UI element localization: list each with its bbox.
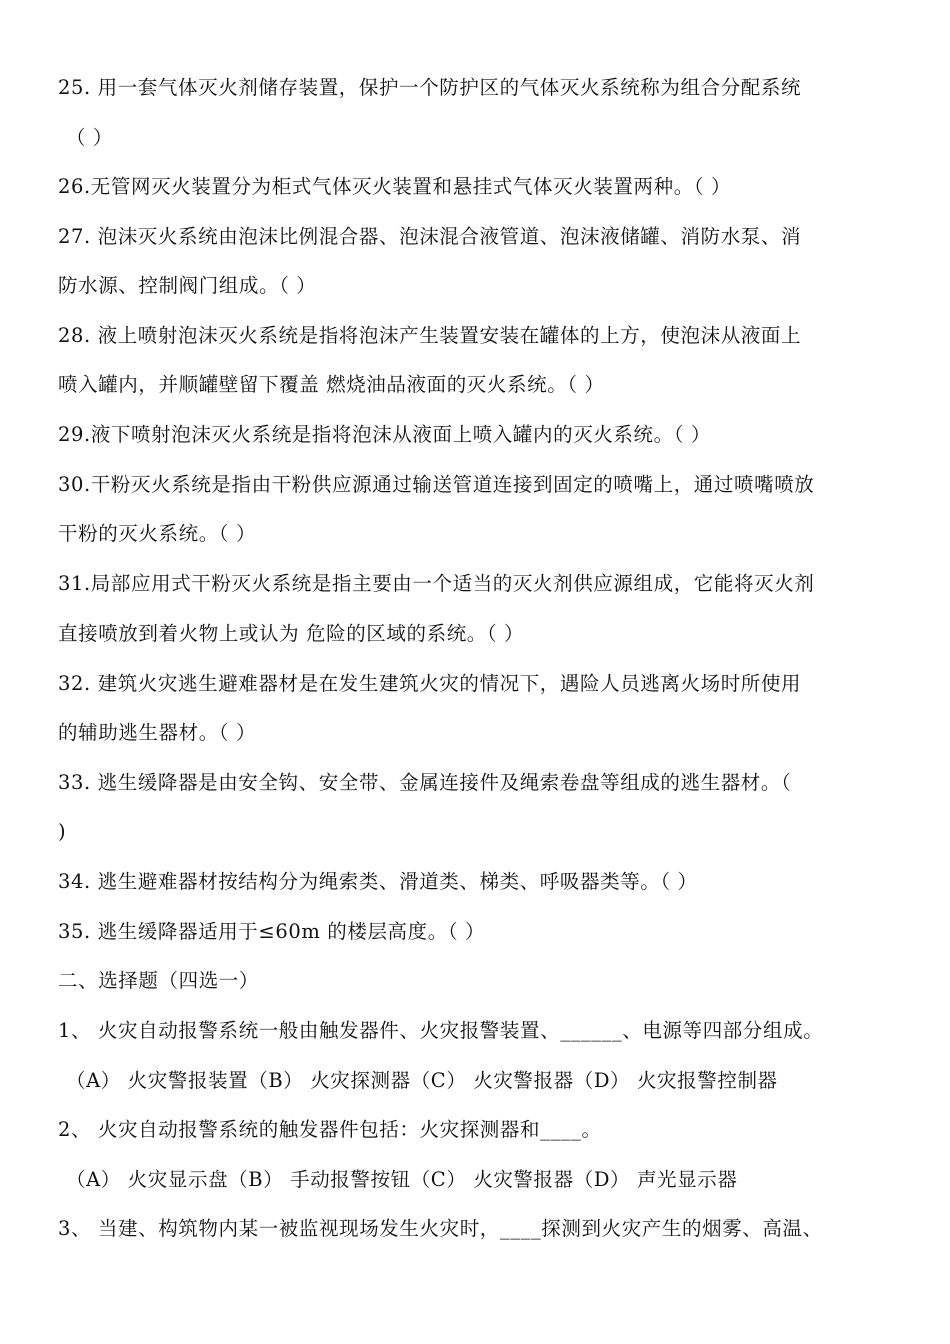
text-line-q26: 26.无管网灭火装置分为柜式气体灭火装置和悬挂式气体灭火装置两种。（ ）: [58, 175, 732, 198]
text-line-q34: 34. 逃生避难器材按结构分为绳索类、滑道类、梯类、呼吸器类等。（ ）: [58, 870, 698, 893]
text-line-mc1: 1、 火灾自动报警系统一般由触发器件、火灾报警装置、______、电源等四部分组成。: [58, 1019, 824, 1042]
text-line-q30-cont: 干粉的灭火系统。（ ）: [58, 522, 257, 545]
text-line-mc2-options: （A） 火灾显示盘（B） 手动报警按钮（C） 火灾警报器（D） 声光显示器: [66, 1168, 738, 1191]
text-line-q31-cont: 直接喷放到着火物上或认为 危险的区域的系统。（ ）: [58, 622, 525, 645]
text-line-q25-answer: （ ）: [66, 126, 113, 149]
text-line-q35: 35. 逃生缓降器适用于≤60m 的楼层高度。（ ）: [58, 920, 486, 943]
text-line-mc1-options: （A） 火灾警报装置（B） 火灾探测器（C） 火灾警报器（D） 火灾报警控制器: [66, 1069, 778, 1092]
text-line-q33: 33. 逃生缓降器是由安全钩、安全带、金属连接件及绳索卷盘等组成的逃生器材。（: [58, 771, 792, 794]
text-line-q25: 25. 用一套气体灭火剂储存装置，保护一个防护区的气体灭火系统称为组合分配系统: [58, 76, 802, 99]
text-line-mc2: 2、 火灾自动报警系统的触发器件包括：火灾探测器和____。: [58, 1118, 602, 1141]
text-line-q32-cont: 的辅助逃生器材。（ ）: [58, 721, 257, 744]
text-line-q32: 32. 建筑火灾逃生避难器材是在发生建筑火灾的情况下，遇险人员逃离火场时所使用: [58, 672, 802, 695]
text-line-q27: 27. 泡沫灭火系统由泡沫比例混合器、泡沫混合液管道、泡沫液储罐、消防水泵、消: [58, 225, 802, 248]
text-line-q29: 29.液下喷射泡沫灭火系统是指将泡沫从液面上喷入罐内的灭火系统。（ ）: [58, 423, 711, 446]
text-line-q31: 31.局部应用式干粉灭火系统是指主要由一个适当的灭火剂供应源组成，它能将灭火剂: [58, 572, 815, 595]
section-heading-multiple-choice: 二、选择题（四选一）: [58, 969, 260, 992]
text-line-q27-cont: 防水源、控制阀门组成。（ ）: [58, 274, 317, 297]
text-line-mc3: 3、 当建、构筑物内某一被监视现场发生火灾时，____探测到火灾产生的烟雾、高温、: [58, 1217, 823, 1240]
text-line-q28-cont: 喷入罐内，并顺罐壁留下覆盖 燃烧油品液面的灭火系统。（ ）: [58, 373, 605, 396]
text-line-q33-cont: ): [58, 820, 67, 843]
text-line-q30: 30.干粉灭火系统是指由干粉供应源通过输送管道连接到固定的喷嘴上，通过喷嘴喷放: [58, 473, 815, 496]
text-line-q28: 28. 液上喷射泡沫灭火系统是指将泡沫产生装置安装在罐体的上方，使泡沫从液面上: [58, 324, 802, 347]
